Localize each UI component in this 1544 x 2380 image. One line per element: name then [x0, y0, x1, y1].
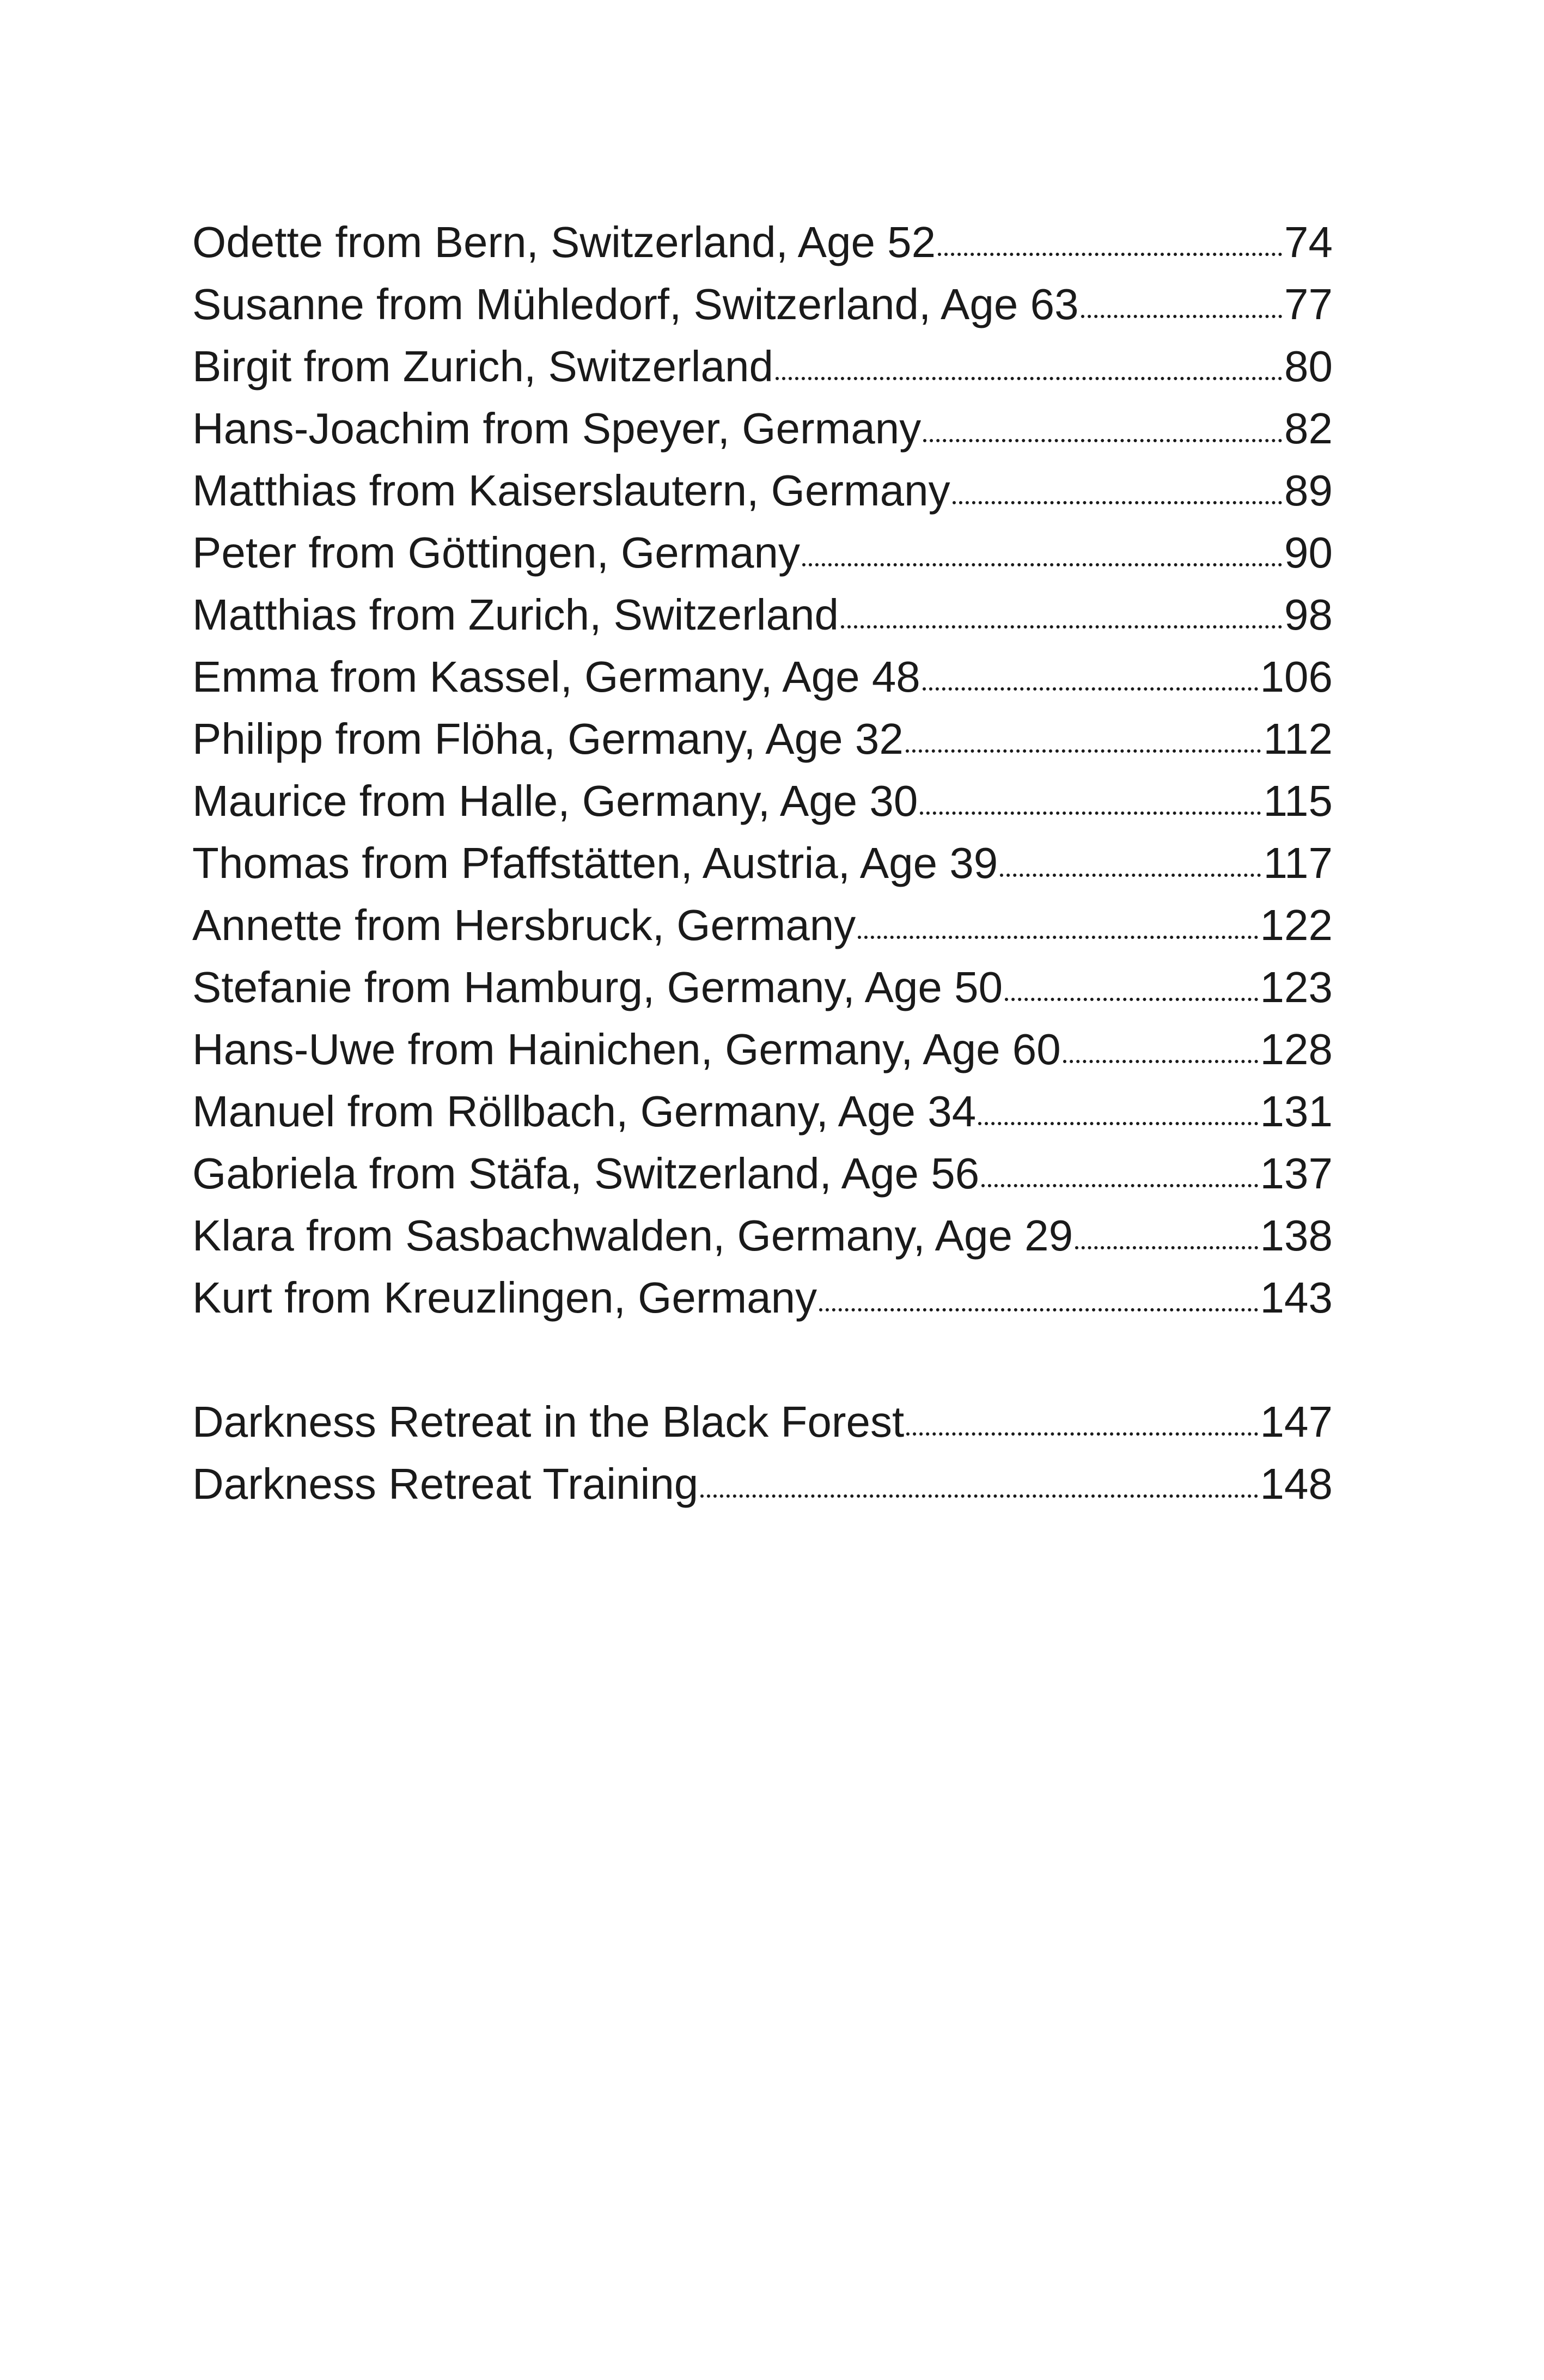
dot-leader: [953, 501, 1282, 504]
dot-leader: [906, 1432, 1258, 1436]
dot-leader: [858, 936, 1258, 939]
toc-entry: [192, 1018, 1333, 1081]
toc-entry-title: Hans-Uwe from Hainichen, Germany, Age 60: [192, 1025, 1061, 1073]
toc-entry: [192, 1143, 1333, 1205]
toc-entry-title: Birgit from Zurich, Switzerland: [192, 342, 773, 390]
dot-leader: [906, 749, 1261, 753]
toc-entry-page: 138: [1260, 1211, 1333, 1260]
toc-entry-title: Susanne from Mühledorf, Switzerland, Age 63: [192, 280, 1079, 328]
toc-entry: [192, 398, 1333, 460]
toc-entry-page: 128: [1260, 1025, 1333, 1073]
toc-entry-page: 123: [1260, 963, 1333, 1011]
toc-entry: [192, 770, 1333, 832]
dot-leader: [819, 1308, 1258, 1311]
dot-leader: [923, 687, 1258, 691]
toc-entry-title: Kurt from Kreuzlingen, Germany: [192, 1273, 817, 1322]
toc-entry: [192, 956, 1333, 1018]
toc-appendix-entry: [192, 1453, 1333, 1515]
dot-leader: [978, 1122, 1258, 1125]
toc-entry-title: Matthias from Zurich, Switzerland: [192, 590, 839, 639]
toc-entry: [192, 1081, 1333, 1143]
toc-entry: [192, 1267, 1333, 1329]
toc-entry-title: Gabriela from Stäfa, Switzerland, Age 56: [192, 1149, 980, 1198]
toc-entry-title: Manuel from Röllbach, Germany, Age 34: [192, 1087, 977, 1136]
dot-leader: [938, 253, 1282, 256]
dot-leader: [802, 563, 1282, 566]
toc-entry: [192, 894, 1333, 956]
dot-leader: [920, 811, 1261, 815]
toc-entry-page: 143: [1260, 1273, 1333, 1322]
dot-leader: [981, 1184, 1258, 1187]
toc-entry-page: 137: [1260, 1149, 1333, 1198]
toc-entry-title: Maurice from Halle, Germany, Age 30: [192, 777, 918, 825]
dot-leader: [1000, 874, 1261, 877]
toc-entry-page: 115: [1263, 777, 1333, 825]
toc-entry-title: Darkness Retreat in the Black Forest: [192, 1398, 905, 1446]
toc-entry-page: 148: [1260, 1460, 1333, 1508]
toc-entry-page: 147: [1260, 1398, 1333, 1446]
toc-entry-page: 82: [1284, 404, 1333, 453]
dot-leader: [1005, 998, 1258, 1001]
toc-entry-page: 74: [1284, 218, 1333, 266]
toc-entry-title: Philipp from Flöha, Germany, Age 32: [192, 715, 904, 763]
dot-leader: [1081, 315, 1282, 318]
dot-leader: [700, 1494, 1258, 1498]
dot-leader: [923, 439, 1282, 442]
toc-entry-title: Peter from Göttingen, Germany: [192, 528, 801, 577]
dot-leader: [1075, 1246, 1258, 1249]
toc-entry-title: Thomas from Pfaffstätten, Austria, Age 39: [192, 839, 998, 887]
toc-entry-page: 112: [1263, 715, 1333, 763]
toc-entry: [192, 708, 1333, 770]
toc-entry-page: 77: [1284, 280, 1333, 328]
toc-entry-title: Klara from Sasbachwalden, Germany, Age 29: [192, 1211, 1073, 1260]
toc-entry-title: Matthias from Kaiserslautern, Germany: [192, 466, 950, 515]
toc-entry-title: Annette from Hersbruck, Germany: [192, 901, 856, 949]
toc-entry-title: Darkness Retreat Training: [192, 1460, 699, 1508]
toc-entry-page: 89: [1284, 466, 1333, 515]
toc-entry-page: 80: [1284, 342, 1333, 390]
section-spacer: [192, 1329, 1333, 1391]
dot-leader: [776, 377, 1282, 380]
toc-entry-title: Emma from Kassel, Germany, Age 48: [192, 652, 920, 701]
toc-entry-page: 98: [1284, 590, 1333, 639]
toc-appendix-entry: [192, 1391, 1333, 1453]
toc-entry-page: 122: [1260, 901, 1333, 949]
toc-entry: [192, 335, 1333, 398]
toc-entry: [192, 522, 1333, 584]
toc-entry: [192, 832, 1333, 894]
toc-entry-title: Stefanie from Hamburg, Germany, Age 50: [192, 963, 1003, 1011]
table-of-contents: [192, 211, 1333, 1515]
toc-entry-page: 117: [1263, 839, 1333, 887]
toc-entry: [192, 273, 1333, 335]
toc-entry: [192, 460, 1333, 522]
toc-entry-page: 131: [1260, 1087, 1333, 1136]
toc-entry: [192, 646, 1333, 708]
toc-entry: [192, 1205, 1333, 1267]
toc-entry: [192, 211, 1333, 273]
dot-leader: [841, 625, 1282, 628]
toc-entry-title: Hans-Joachim from Speyer, Germany: [192, 404, 921, 453]
dot-leader: [1063, 1060, 1258, 1063]
toc-entry-title: Odette from Bern, Switzerland, Age 52: [192, 218, 936, 266]
toc-entry: [192, 584, 1333, 646]
toc-entry-page: 106: [1260, 652, 1333, 701]
toc-entry-page: 90: [1284, 528, 1333, 577]
